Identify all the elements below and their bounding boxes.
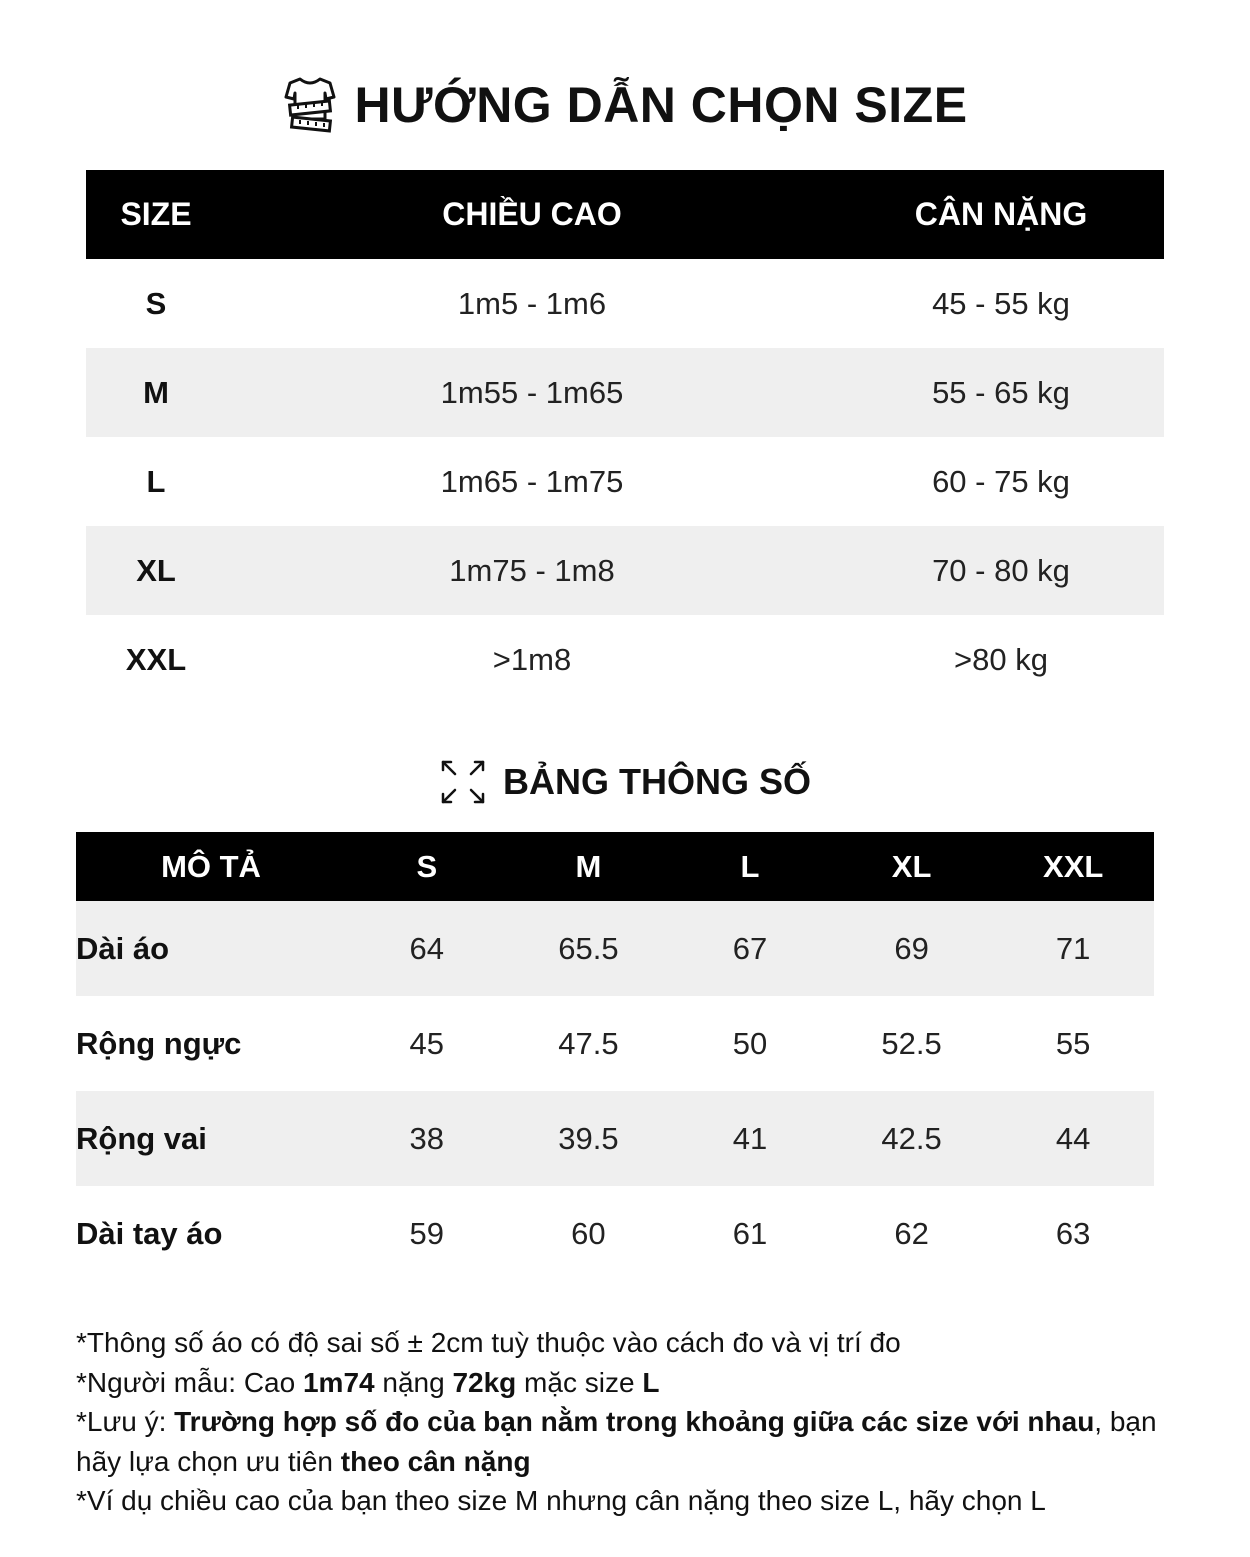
value-cell: 69 <box>894 930 929 966</box>
note-model <box>76 1363 1206 1403</box>
shirt-measure-icon <box>282 75 338 135</box>
model-weight: 72kg <box>452 1366 517 1398</box>
note-text: , bạn hãy lựa chọn ưu tiên <box>76 1406 1157 1477</box>
height-cell: >1m8 <box>492 641 572 677</box>
note-text: *Lưu ý: <box>76 1406 175 1437</box>
table-row <box>76 1091 1154 1186</box>
column-header: M <box>575 848 602 884</box>
spec-section-header <box>0 752 1250 812</box>
note-example: *Ví dụ chiều cao của bạn theo size M nhưng cân nặng theo size L, hãy chọn L <box>76 1485 1046 1516</box>
column-header: L <box>740 848 760 884</box>
value-cell: 67 <box>732 930 768 966</box>
value-cell: 39.5 <box>558 1120 619 1156</box>
model-height: 1m74 <box>302 1366 375 1398</box>
column-header: XL <box>891 848 932 884</box>
table-row <box>76 901 1154 996</box>
height-cell: 1m5 - 1m6 <box>457 285 607 321</box>
size-cell: M <box>143 374 169 410</box>
size-cell: XL <box>136 552 176 588</box>
value-cell: 64 <box>409 930 445 966</box>
column-header: S <box>416 848 438 884</box>
table-row <box>86 615 1164 704</box>
weight-cell: 55 - 65 kg <box>932 374 1070 410</box>
row-label: Rộng ngực <box>76 1025 242 1061</box>
column-header: CÂN NẶNG <box>914 196 1088 232</box>
value-cell: 41 <box>732 1120 768 1156</box>
weight-cell: >80 kg <box>954 641 1048 677</box>
value-cell: 55 <box>1055 1025 1091 1061</box>
value-cell: 38 <box>409 1120 445 1156</box>
row-label: Dài tay áo <box>76 1215 223 1251</box>
row-label: Rộng vai <box>76 1120 207 1156</box>
table-row <box>76 1186 1154 1281</box>
note-bold: Trường hợp số đo của bạn nằm trong khoảng giữa các size với nhau <box>174 1406 1095 1437</box>
size-guide-table <box>86 170 1164 704</box>
note-text: mặc size <box>516 1366 643 1398</box>
value-cell: 52.5 <box>881 1025 942 1061</box>
table-row <box>86 348 1164 437</box>
height-cell: 1m75 - 1m8 <box>449 552 615 588</box>
weight-cell: 60 - 75 kg <box>932 463 1070 499</box>
value-cell: 59 <box>409 1215 445 1251</box>
page-title: HƯỚNG DẪN CHỌN SIZE <box>354 77 968 133</box>
size-cell: XXL <box>125 641 187 677</box>
page-header <box>0 70 1250 140</box>
spec-title: BẢNG THÔNG SỐ <box>502 761 811 802</box>
note-advice <box>76 1402 1206 1481</box>
value-cell: 50 <box>732 1025 768 1061</box>
column-header: SIZE <box>120 196 192 232</box>
weight-cell: 45 - 55 kg <box>932 285 1070 321</box>
model-size: L <box>642 1366 660 1398</box>
notes <box>76 1323 1206 1521</box>
column-header: XXL <box>1043 848 1104 884</box>
table-row <box>86 259 1164 348</box>
value-cell: 61 <box>732 1215 768 1251</box>
note-text: nặng <box>374 1366 453 1398</box>
value-cell: 47.5 <box>558 1025 619 1061</box>
spec-table <box>76 832 1154 1281</box>
table-header <box>86 170 1164 259</box>
note-tolerance: *Thông số áo có độ sai số ± 2cm tuỳ thuộc vào cách đo và vị trí đo <box>76 1327 901 1358</box>
value-cell: 44 <box>1055 1120 1091 1156</box>
size-cell: S <box>145 285 167 321</box>
value-cell: 60 <box>571 1215 606 1251</box>
row-label: Dài áo <box>76 930 170 966</box>
height-cell: 1m55 - 1m65 <box>440 374 624 410</box>
value-cell: 42.5 <box>881 1120 942 1156</box>
value-cell: 71 <box>1055 930 1091 966</box>
value-cell: 65.5 <box>558 930 619 966</box>
note-bold: theo cân nặng <box>340 1445 531 1477</box>
height-cell: 1m65 - 1m75 <box>440 463 624 499</box>
value-cell: 62 <box>894 1215 929 1251</box>
table-row <box>86 526 1164 615</box>
expand-arrows-icon <box>439 758 487 806</box>
weight-cell: 70 - 80 kg <box>932 552 1070 588</box>
note-text: *Người mẫu: Cao <box>76 1366 303 1398</box>
table-header <box>76 832 1154 901</box>
table-row <box>86 437 1164 526</box>
size-cell: L <box>146 463 166 499</box>
value-cell: 63 <box>1055 1215 1091 1251</box>
table-row <box>76 996 1154 1091</box>
column-header: MÔ TẢ <box>161 848 261 884</box>
value-cell: 45 <box>409 1025 445 1061</box>
column-header: CHIỀU CAO <box>442 196 622 232</box>
